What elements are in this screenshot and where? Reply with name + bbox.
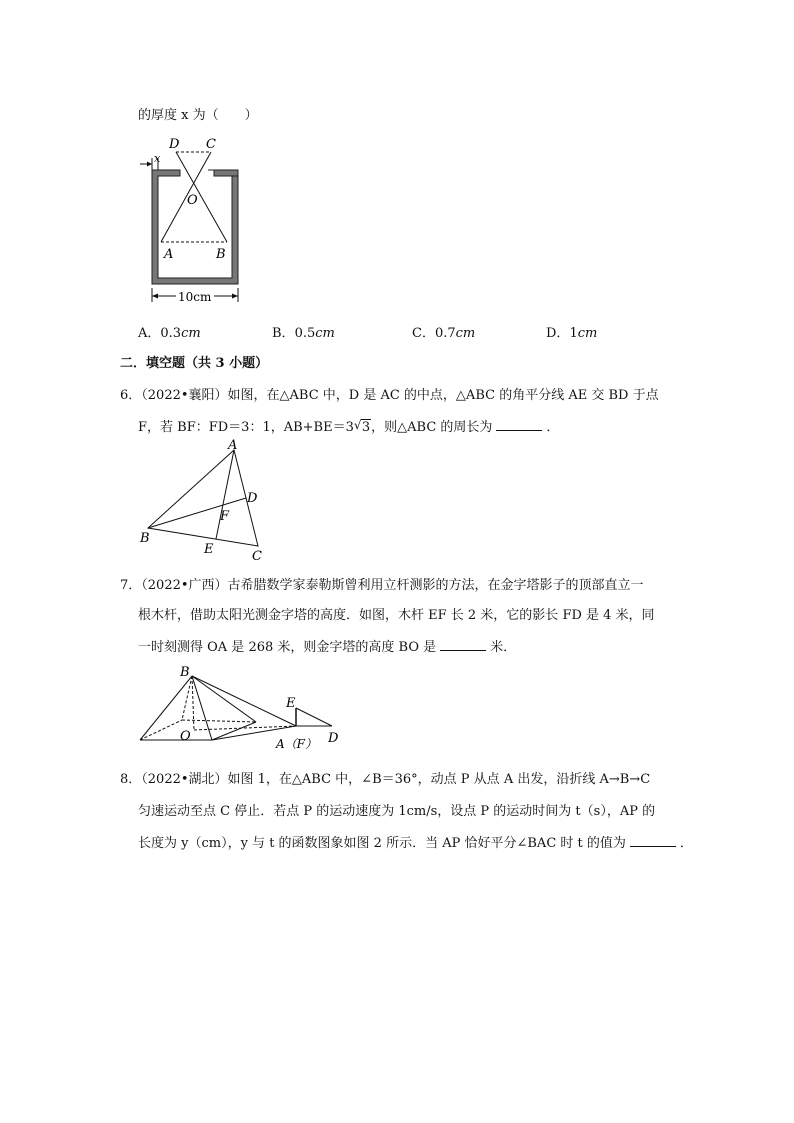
q5-dim-arrowhead-right: [232, 294, 238, 299]
q7-line-3: [138, 636, 516, 655]
q5-option-b-value: 0.5: [294, 326, 316, 341]
q7-label-B: B: [180, 665, 190, 680]
q7-label-E: E: [286, 696, 296, 711]
q7-answer-blank[interactable]: [440, 638, 486, 651]
q6-line-2-end: ．: [546, 420, 560, 435]
q7-base-back-hidden: [182, 720, 256, 722]
q5-option-b-letter: B．: [272, 326, 295, 341]
q5-label-O: O: [187, 193, 198, 208]
q5-option-c[interactable]: [412, 322, 475, 341]
q5-line-DB: [176, 152, 227, 242]
q7-line-2: 根木杆，借助太阳光测金字塔的高度．如图，木杆 EF 长 2 米，它的影长 FD 是 4 米，同: [138, 608, 655, 623]
q7-ray-BA: [192, 676, 296, 726]
q6-line-2-post: ，则△ABC 的周长为: [371, 420, 493, 435]
q7-edge-3: [192, 676, 256, 722]
q6-line-BD: [148, 498, 246, 528]
sqrt-icon: √: [353, 418, 362, 432]
q5-label-C: C: [206, 137, 216, 152]
q7-label-O: O: [180, 729, 191, 744]
q7-label-D: D: [328, 731, 339, 746]
q7-base-right: [212, 722, 256, 740]
q6-answer-blank[interactable]: [496, 418, 542, 431]
q6-line-2: [138, 416, 559, 435]
q5-option-d[interactable]: [546, 322, 597, 341]
q6-label-E: E: [204, 542, 214, 557]
q8-line-2: 匀速运动至点 C 停止．若点 P 的运动速度为 1cm/s，设点 P 的运动时间为 t（s），AP 的: [138, 804, 656, 819]
section-heading: 二．填空题（共 3 小题）: [120, 356, 269, 371]
q5-option-a[interactable]: [138, 322, 201, 341]
q5-option-d-value: 1: [569, 326, 578, 341]
q5-x-arrowhead: [147, 162, 152, 167]
q6-label-B: B: [140, 531, 150, 546]
q7-line-3-pre: 一时刻测得 OA 是 268 米，则金字塔的高度 BO 是: [138, 640, 437, 655]
q7-label-AF: A（F）: [276, 737, 317, 750]
q6-line-2-pre: F，若 BF：FD＝3：1，AB+BE＝3: [138, 420, 354, 435]
q5-option-c-letter: C．: [412, 326, 435, 341]
q7-figure: [136, 662, 346, 750]
q6-sqrt-radicand: 3: [361, 420, 371, 435]
q7-ray-ED: [296, 708, 332, 726]
q5-figure: [134, 132, 254, 310]
q8-line-3-pre: 长度为 y（cm），y 与 t 的函数图象如图 2 所示．当 AP 恰好平分∠BAC 时 t 的值为: [138, 836, 626, 851]
q6-sqrt: [354, 420, 371, 435]
q5-question-tail: 的厚度 x 为（ ）: [138, 108, 258, 123]
q5-option-a-value: 0.3: [160, 326, 182, 341]
q5-label-x: x: [154, 152, 161, 165]
q7-line-3-post: 米．: [490, 640, 517, 655]
q6-label-F: F: [220, 509, 230, 524]
q5-option-d-letter: D．: [546, 326, 570, 341]
q5-option-b-unit: cm: [315, 326, 335, 341]
q8-line-3-end: ．: [679, 836, 693, 851]
q7-base-left-hidden: [140, 720, 182, 740]
q6-line-1: 6．（2022•襄阳）如图，在△ABC 中，D 是 AC 的中点，△ABC 的角平分线 AE 交 BD 于点: [120, 388, 659, 403]
q5-label-D: D: [169, 137, 180, 152]
q5-label-A: A: [164, 247, 174, 262]
q6-label-C: C: [252, 549, 262, 564]
q7-height-BO: [192, 676, 194, 730]
q8-line-1: 8．（2022•湖北）如图 1，在△ABC 中，∠B＝36°，动点 P 从点 A 出发，沿折线 A→B→C: [120, 772, 651, 787]
q6-label-D: D: [247, 491, 258, 506]
q6-triangle-ABC: [148, 450, 258, 546]
q5-option-a-letter: A．: [138, 326, 161, 341]
q5-frame-shape: [152, 170, 238, 284]
q8-answer-blank[interactable]: [630, 834, 676, 847]
q8-line-3: [138, 832, 693, 851]
q5-label-B: B: [216, 247, 226, 262]
q6-label-A: A: [228, 438, 238, 453]
q5-option-c-value: 0.7: [434, 326, 456, 341]
q5-option-d-unit: cm: [577, 326, 598, 341]
q5-frame-right-lip: [208, 170, 238, 176]
q5-dim-arrowhead-left: [152, 294, 158, 299]
q7-line-1: 7．（2022•广西）古希腊数学家泰勒斯曾利用立杆测影的方法，在金字塔影子的顶部直立一: [120, 578, 644, 593]
q5-option-b[interactable]: [272, 322, 335, 341]
q5-label-width: 10cm: [178, 290, 212, 304]
q5-option-c-unit: cm: [455, 326, 476, 341]
q5-line-CA: [161, 152, 211, 242]
q5-option-a-unit: cm: [181, 326, 201, 341]
q6-figure: [136, 438, 276, 566]
